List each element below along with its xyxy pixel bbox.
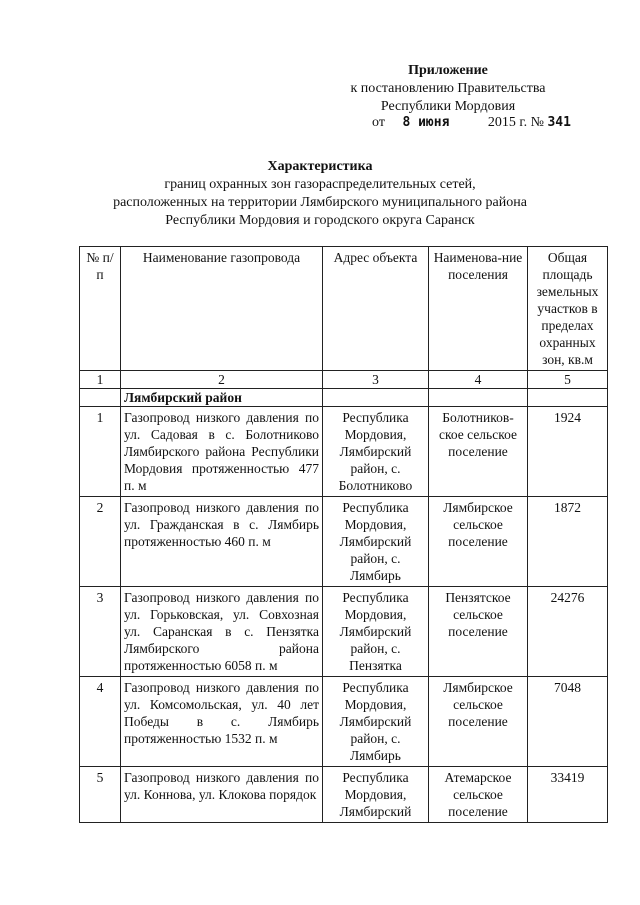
- date-day: 8 июня: [402, 115, 450, 130]
- table-row: [80, 407, 608, 497]
- header-settlement: Наименова-ние поселения: [429, 247, 528, 371]
- title-line-3: Республики Мордовия и городского округа Саранск: [165, 213, 475, 228]
- row-settlement: Атемарское сельское поселение: [429, 767, 528, 823]
- gas-zones-table: [79, 246, 608, 823]
- row-address: Республика Мордовия, Лямбирский район, с. Болотниково: [323, 407, 429, 497]
- row-area: 1924: [528, 407, 608, 497]
- title-line-1: границ охранных зон газораспределительных сетей,: [164, 177, 476, 192]
- table-header-row: [80, 247, 608, 371]
- row-num: 2: [80, 497, 121, 587]
- appendix-title: Приложение: [408, 63, 488, 78]
- row-address: Республика Мордовия, Лямбирский район, с. Лямбирь: [323, 497, 429, 587]
- decree-number: 341: [547, 115, 571, 130]
- row-settlement: Пензятское сельское поселение: [429, 587, 528, 677]
- row-name: Газопровод низкого давления по ул. Коннова, ул. Клокова порядок: [121, 767, 323, 823]
- title-heading: Характеристика: [267, 159, 373, 174]
- table-row: [80, 497, 608, 587]
- row-num: 5: [80, 767, 121, 823]
- header-num: № п/п: [80, 247, 121, 371]
- section-title: Лямбирский район: [121, 389, 323, 407]
- table-row: [80, 587, 608, 677]
- column-number: 2: [121, 371, 323, 389]
- header-area: Общая площадь земельных участков в пределах охранных зон, кв.м: [528, 247, 608, 371]
- section-row: [80, 389, 608, 407]
- date-year: 2015 г. №: [487, 115, 544, 130]
- column-number: 3: [323, 371, 429, 389]
- table-row: [80, 767, 608, 823]
- row-area: 24276: [528, 587, 608, 677]
- column-number: 5: [528, 371, 608, 389]
- row-name: Газопровод низкого давления по ул. Гражданская в с. Лямбирь протяженностью 460 п. м: [121, 497, 323, 587]
- row-name: Газопровод низкого давления по ул. Садовая в с. Болотниково Лямбирского района Республики Мордовия протяженностью 477 п. м: [121, 407, 323, 497]
- row-address: Республика Мордовия, Лямбирский район, с. Пензятка: [323, 587, 429, 677]
- header-address: Адрес объекта: [323, 247, 429, 371]
- row-area: 33419: [528, 767, 608, 823]
- row-num: 1: [80, 407, 121, 497]
- row-name: Газопровод низкого давления по ул. Комсомольская, ул. 40 лет Победы в с. Лямбирь протяженностью 1532 п. м: [121, 677, 323, 767]
- appendix-line-2: Республики Мордовия: [380, 99, 516, 114]
- row-address: Республика Мордовия, Лямбирский: [323, 767, 429, 823]
- row-settlement: Лямбирское сельское поселение: [429, 677, 528, 767]
- column-number: 1: [80, 371, 121, 389]
- column-number: 4: [429, 371, 528, 389]
- date-prefix: от: [372, 115, 385, 130]
- row-settlement: Болотников-ское сельское поселение: [429, 407, 528, 497]
- column-number-row: [80, 371, 608, 389]
- row-address: Республика Мордовия, Лямбирский район, с. Лямбирь: [323, 677, 429, 767]
- header-name: Наименование газопровода: [121, 247, 323, 371]
- appendix-header: [318, 62, 578, 116]
- row-area: 1872: [528, 497, 608, 587]
- row-num: 3: [80, 587, 121, 677]
- table-row: [80, 677, 608, 767]
- row-settlement: Лямбирское сельское поселение: [429, 497, 528, 587]
- row-num: 4: [80, 677, 121, 767]
- title-line-2: расположенных на территории Лямбирского муниципального района: [113, 195, 527, 210]
- decree-date-line: [372, 115, 571, 131]
- document-title: [0, 158, 640, 230]
- appendix-line-1: к постановлению Правительства: [350, 81, 546, 96]
- row-name: Газопровод низкого давления по ул. Горьковская, ул. Совхозная ул. Саранская в с. Пензятка Лямбирского района протяженностью 6058 п. м: [121, 587, 323, 677]
- row-area: 7048: [528, 677, 608, 767]
